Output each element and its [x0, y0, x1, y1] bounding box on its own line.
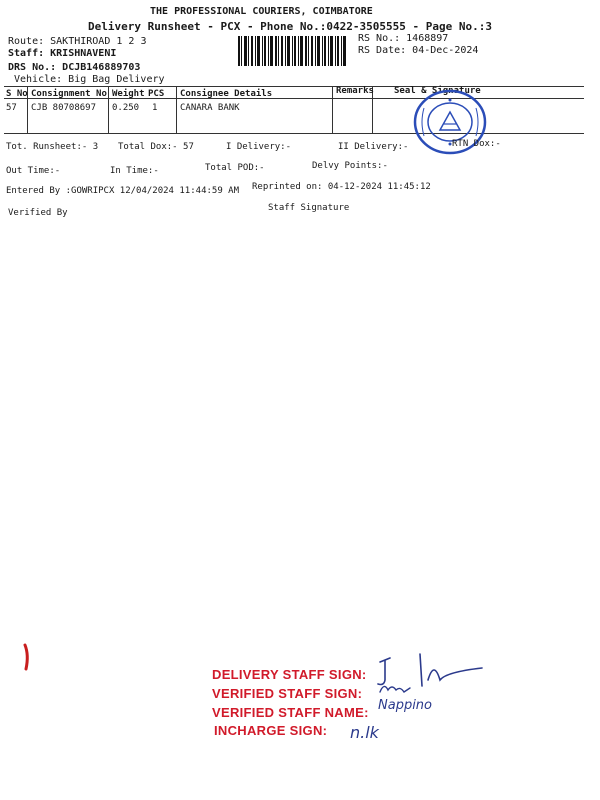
rs-date: RS Date: 04-Dec-2024 — [358, 45, 479, 56]
col-header-remarks: Remarks — [336, 86, 374, 96]
col-divider — [108, 86, 109, 133]
verified-by: Verified By — [8, 208, 68, 218]
verified-staff-name-handwritten: Nappino — [378, 698, 432, 713]
barcode-graphic — [238, 36, 348, 66]
table-row-sno: 57 — [6, 103, 17, 113]
incharge-signature-handwritten: n.lk — [350, 723, 379, 742]
stamp-delivery-staff-sign: DELIVERY STAFF SIGN: — [212, 667, 367, 682]
table-row-pcs: 1 — [152, 103, 158, 113]
col-divider — [332, 86, 333, 133]
stamp-incharge-sign: INCHARGE SIGN: — [214, 723, 328, 738]
delvy-points: Delvy Points:- — [312, 161, 388, 171]
col-header-pcs: PCS — [148, 89, 165, 99]
runsheet-title: Delivery Runsheet - PCX - Phone No.:0422-3505555 - Page No.:3 — [88, 20, 492, 33]
in-time: In Time:- — [110, 166, 159, 176]
col-divider — [176, 86, 177, 133]
rtn-dox: RTN Dox:- — [452, 139, 501, 149]
vehicle-label: Vehicle: Big Bag Delivery — [14, 74, 165, 85]
col-header-weight: Weight — [112, 89, 145, 99]
drs-number: DRS No.: DCJB146889703 — [8, 62, 141, 73]
ii-delivery: II Delivery:- — [338, 142, 409, 152]
reprinted-on: Reprinted on: 04-12-2024 11:45:12 — [252, 182, 431, 192]
red-mark — [20, 643, 32, 671]
table-row-weight: 0.250 — [112, 103, 140, 113]
table-top-rule — [4, 86, 584, 87]
route-label: Route: SAKTHIROAD 1 2 3 — [8, 36, 147, 47]
col-header-consignment: Consignment No — [31, 89, 107, 99]
tot-runsheet: Tot. Runsheet:- 3 — [6, 142, 99, 152]
rs-number: RS No.: 1468897 — [358, 33, 449, 44]
stamp-verified-staff-sign: VERIFIED STAFF SIGN: — [212, 686, 363, 701]
stamp-verified-staff-name: VERIFIED STAFF NAME: — [212, 705, 369, 720]
col-header-seal: Seal & Signature — [394, 86, 481, 96]
col-header-consignee: Consignee Details — [180, 89, 273, 99]
table-row-consignee: CANARA BANK — [180, 103, 240, 113]
out-time: Out Time:- — [6, 166, 61, 176]
col-header-sno: S No — [6, 89, 28, 99]
staff-label: Staff: KRISHNAVENI — [8, 48, 117, 59]
table-bottom-rule — [4, 133, 584, 134]
i-delivery: I Delivery:- — [226, 142, 292, 152]
verified-staff-signature — [378, 680, 412, 696]
staff-signature: Staff Signature — [268, 203, 350, 213]
company-title: THE PROFESSIONAL COURIERS, COIMBATORE — [150, 6, 373, 17]
entered-by: Entered By :GOWRIPCX 12/04/2024 11:44:59 AM — [6, 186, 239, 196]
total-dox: Total Dox:- 57 — [118, 142, 194, 152]
table-row-consignment: CJB 80708697 — [31, 103, 97, 113]
total-pod: Total POD:- — [205, 163, 265, 173]
